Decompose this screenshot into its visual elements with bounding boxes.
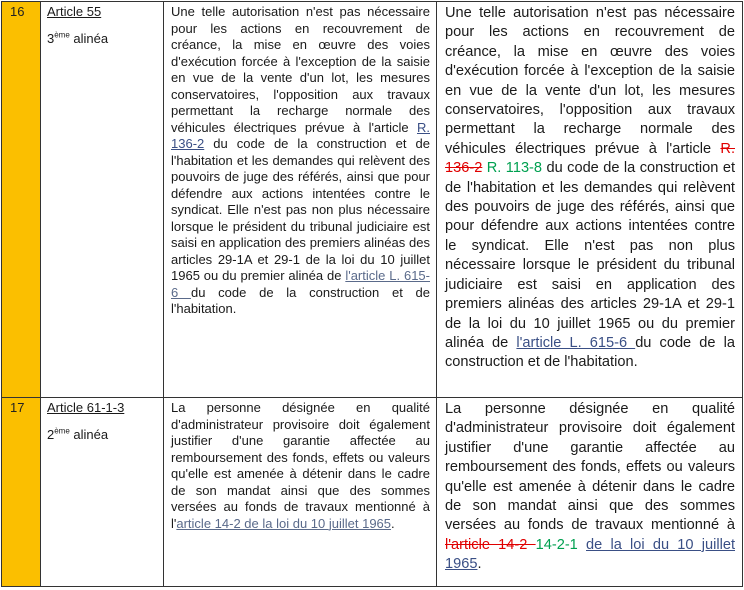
article-cell [41,2,164,398]
alinea-label: 3ème alinéa [47,31,109,47]
inserted-text: R. 113-8 [482,160,543,177]
deleted-text: l'article 14-2 [445,536,536,553]
article-cell [41,398,164,587]
comparison-table [1,1,743,587]
inserted-text: 14-2-1 [535,536,578,553]
current-text-cell: La personne désignée en qualité d'administrateur provisoire doit également justifier d'une garantie affectée au remboursement des fonds, effets ou valeurs qu'elle est amenée à détenir dans le cadre de son mandat ainsi que des sommes versées au fonds de travaux mentionné à l'article 14-2 de la loi du 10 juillet 1965. [164,398,437,587]
amended-text-cell: La personne désignée en qualité d'administrateur provisoire doit également justifier d'une garantie affectée au remboursement des fonds, effets ou valeurs qu'elle est amenée à détenir dans le cadre de son mandat ainsi que des sommes versées au fonds de travaux mentionné à l'article 14-2 14-2-1 de la loi du 10 juillet 1965. [437,398,743,587]
article-link[interactable]: R. 136-2 [171,119,430,151]
amended-text-cell: Une telle autorisation n'est pas nécessaire pour les actions en recouvrement de créance, la mise en œuvre des voies d'exécution forcée à l'exception de la saisie en vue de la vente d'un lot, les mesures conservatoires, l'opposition aux travaux permettant la recharge normale des véhicules électriques prévue à l'article R. 136-2 R. 113-8 du code de la construction et de l'habitation et les demandes qui relèvent des pouvoirs de juge des référés, ainsi que pour défendre aux actions intentées contre le syndicat. Elle n'est pas non plus nécessaire lorsque le président du tribunal judiciaire est saisi en application des premiers alinéas des articles 29-1A et 29-1 de la loi du 10 juillet 1965 ou du premier alinéa de l'article L. 615-6 du code de la construction et de l'habitation. [437,2,743,398]
article-link[interactable]: de la loi du 10 juillet 1965 [445,536,736,573]
article-link[interactable]: article 14-2 de la loi du 10 juillet 1965 [176,515,392,531]
article-title: Article 61-1-3 [47,400,125,415]
current-text-cell: Une telle autorisation n'est pas nécessaire pour les actions en recouvrement de créance, la mise en œuvre des voies d'exécution forcée à l'exception de la saisie en vue de la vente d'un lot, les mesures conservatoires, l'opposition aux travaux permettant la recharge normale des véhicules électriques prévue à l'article R. 136-2 du code de la construction et de l'habitation et les demandes qui relèvent des pouvoirs de juge des référés, ainsi que pour défendre aux actions intentées contre le syndicat. Elle n'est pas non plus nécessaire lorsque le président du tribunal judiciaire est saisi en application des premiers alinéas des articles 29-1A et 29-1 de la loi du 10 juillet 1965 ou du premier alinéa de l'article L. 615-6 du code de la construction et de l'habitation. [164,2,437,398]
alinea-label: 2ème alinéa [47,427,109,443]
table-row [2,2,743,398]
row-number: 17 [2,398,41,587]
article-link[interactable]: l'article L. 615-6 [171,268,430,300]
article-link[interactable]: l'article L. 615-6 [516,334,636,351]
row-number: 16 [2,2,41,398]
article-title: Article 55 [47,4,102,19]
table-row [2,398,743,587]
deleted-text: R. 136-2 [445,140,735,177]
